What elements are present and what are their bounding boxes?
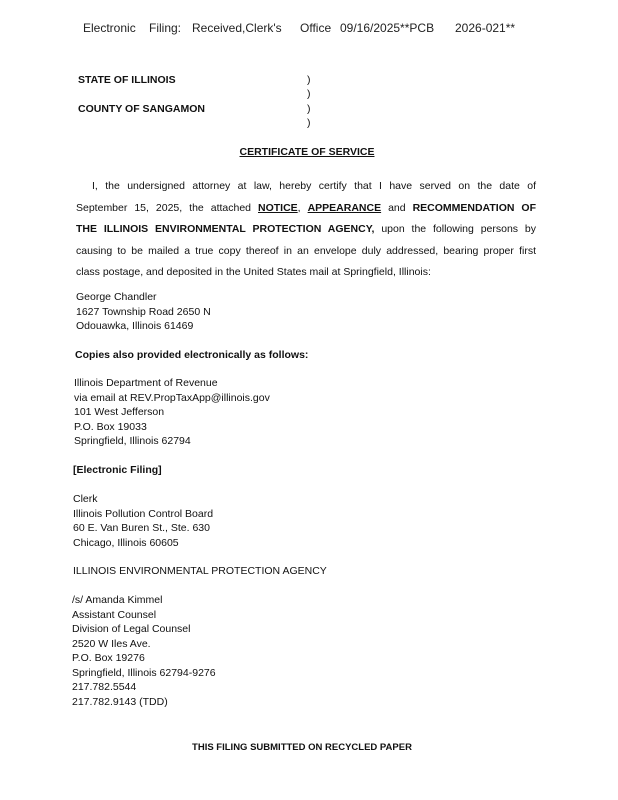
signature-tdd: 217.782.9143 (TDD): [72, 695, 168, 708]
caption-bracket: ): [307, 74, 311, 86]
revenue-email: via email at REV.PropTaxApp@illinois.gov: [74, 391, 270, 404]
stamp-office: Office: [300, 21, 332, 35]
recommendation-term: RECOMMENDATION OF: [412, 201, 537, 214]
recipient-address: [76, 290, 211, 334]
cert-line-3: [76, 219, 536, 241]
clerk-street: 60 E. Van Buren St., Ste. 630: [73, 522, 210, 534]
revenue-name: Illinois Department of Revenue: [74, 377, 218, 389]
stamp-case-number: 2026-021**: [455, 21, 516, 35]
stamp-electronic: Electronic: [83, 21, 136, 35]
recipient-city: Odouawka, Illinois 61469: [76, 320, 194, 332]
signature-phone: 217.782.5544: [72, 681, 137, 693]
recipient-name: George Chandler: [76, 291, 157, 303]
stamp-filing: Filing:: [149, 21, 182, 35]
revenue-address: [74, 376, 270, 449]
cert-line-2-text-c: and: [381, 201, 413, 214]
clerk-address: [73, 492, 213, 550]
clerk-city: Chicago, Illinois 60605: [73, 536, 179, 549]
appearance-term: APPEARANCE: [307, 201, 382, 214]
caption-county: COUNTY OF SANGAMON: [78, 103, 205, 115]
copies-heading: Copies also provided electronically as follows:: [75, 349, 309, 361]
caption-bracket: ): [307, 88, 311, 100]
signature-street: 2520 W Iles Ave.: [72, 637, 151, 650]
efiling-heading: [Electronic Filing]: [73, 464, 162, 476]
caption-bracket: ): [307, 103, 311, 115]
signature-po-box: P.O. Box 19276: [72, 652, 145, 664]
revenue-street: 101 West Jefferson: [74, 406, 165, 418]
document-title: CERTIFICATE OF SERVICE: [239, 146, 375, 158]
revenue-city: Springfield, Illinois 62794: [74, 435, 191, 447]
cert-line-2-text-a: September 15, 2025, the attached: [76, 201, 258, 214]
cert-line-5: class postage, and deposited in the United States mail at Springfield, Illinois:: [76, 266, 431, 278]
agency-term: THE ILLINOIS ENVIRONMENTAL PROTECTION AGENCY,: [76, 223, 375, 235]
cert-line-4: causing to be mailed a true copy thereof in an envelope duly addressed, bearing proper first: [76, 244, 536, 257]
cert-line-2-text-b: ,: [297, 201, 308, 214]
cert-line-1: I, the undersigned attorney at law, hereby certify that I have served on the date of: [92, 180, 536, 192]
certification-paragraph: [76, 176, 536, 284]
notice-term: NOTICE: [258, 201, 298, 214]
stamp-received: Received,Clerk's: [192, 21, 282, 35]
revenue-po-box: P.O. Box 19033: [74, 420, 147, 433]
recipient-street: 1627 Township Road 2650 N: [76, 305, 211, 318]
stamp-date: 09/16/2025**PCB: [340, 21, 435, 35]
clerk-title: Clerk: [73, 493, 98, 505]
cert-line-3-text: upon the following persons by: [374, 223, 536, 235]
signature-block: [72, 593, 216, 709]
agency-name: ILLINOIS ENVIRONMENTAL PROTECTION AGENCY: [73, 565, 327, 577]
caption-state: STATE OF ILLINOIS: [78, 74, 176, 86]
clerk-board: Illinois Pollution Control Board: [73, 507, 214, 520]
cert-line-2: [76, 198, 536, 220]
signature-division: Division of Legal Counsel: [72, 623, 191, 635]
recycled-paper-footer: THIS FILING SUBMITTED ON RECYCLED PAPER: [192, 742, 412, 753]
caption-bracket: ): [307, 117, 311, 129]
signature-title: Assistant Counsel: [72, 608, 157, 621]
signature-city: Springfield, Illinois 62794-9276: [72, 666, 216, 679]
signature-name: /s/ Amanda Kimmel: [72, 594, 163, 606]
